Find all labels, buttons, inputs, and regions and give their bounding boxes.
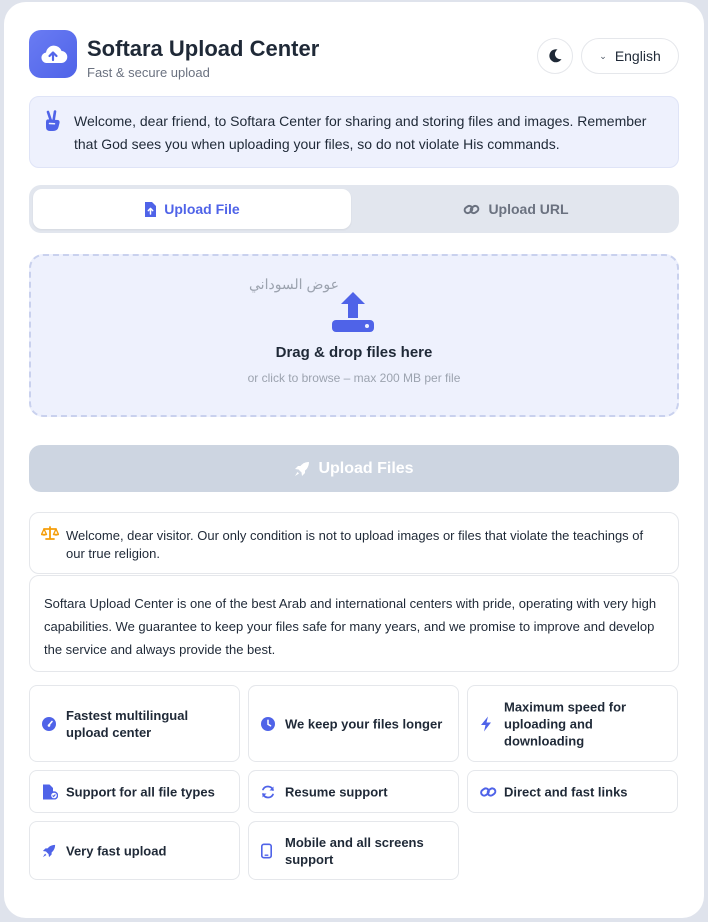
mobile-icon bbox=[261, 843, 272, 858]
feature-card bbox=[29, 685, 240, 762]
theme-toggle-button[interactable] bbox=[537, 38, 573, 74]
tab-upload-file[interactable] bbox=[33, 189, 351, 229]
peace-hand-icon bbox=[43, 110, 63, 137]
feature-label: Direct and fast links bbox=[504, 784, 628, 799]
tab-upload-url[interactable] bbox=[357, 189, 675, 229]
notice-box bbox=[29, 512, 679, 574]
feature-card bbox=[29, 770, 240, 813]
rocket-icon bbox=[294, 461, 310, 477]
scale-icon bbox=[41, 526, 59, 545]
upload-center-card bbox=[4, 2, 704, 918]
sync-icon bbox=[261, 785, 275, 799]
dropzone-subtitle: or click to browse – max 200 MB per file bbox=[247, 371, 461, 385]
link-icon bbox=[463, 202, 480, 217]
bolt-icon bbox=[480, 716, 492, 731]
feature-label: Maximum speed for uploading and downloading bbox=[504, 699, 627, 748]
about-box bbox=[29, 575, 679, 672]
feature-label: Resume support bbox=[285, 784, 388, 799]
feature-card bbox=[248, 685, 459, 762]
language-label: English bbox=[614, 48, 661, 64]
welcome-banner bbox=[29, 96, 679, 168]
header bbox=[29, 30, 661, 80]
feature-card bbox=[467, 770, 678, 813]
file-icon bbox=[42, 784, 58, 799]
chevron-down-icon: ⌄ bbox=[599, 50, 607, 61]
tab-upload-url-label: Upload URL bbox=[488, 201, 569, 217]
file-dropzone[interactable] bbox=[29, 254, 679, 417]
upload-files-button[interactable] bbox=[29, 445, 679, 492]
link-icon bbox=[480, 785, 497, 799]
about-text: Softara Upload Center is one of the best Arab and international centers with pride, operating with very high capabilities. We guarantee to keep your files safe for many years, and we promise to improve and develop the service and always provide the best. bbox=[44, 596, 657, 657]
clock-icon bbox=[261, 717, 275, 731]
cloud-upload-icon bbox=[29, 30, 77, 78]
upload-arrow-icon bbox=[330, 288, 376, 339]
language-select[interactable] bbox=[581, 38, 679, 74]
upload-files-label: Upload Files bbox=[318, 459, 414, 477]
dropzone-watermark: عوض السوداني bbox=[249, 276, 339, 292]
rocket-icon bbox=[42, 844, 56, 858]
feature-card bbox=[248, 770, 459, 813]
feature-label: Support for all file types bbox=[66, 784, 215, 799]
feature-label: Very fast upload bbox=[66, 843, 167, 858]
app-title: Softara Upload Center bbox=[87, 36, 320, 61]
file-upload-icon bbox=[144, 202, 156, 217]
notice-text: Welcome, dear visitor. Our only condition is not to upload images or files that violate the teachings of our true religion. bbox=[66, 528, 644, 561]
moon-icon bbox=[547, 48, 563, 64]
feature-card bbox=[29, 821, 240, 880]
feature-card bbox=[248, 821, 459, 880]
speedometer-icon bbox=[42, 717, 56, 731]
welcome-text: Welcome, dear friend, to Softara Center for sharing and storing files and images. Remember that God sees you when uploading your files, so do not violate His commands. bbox=[74, 113, 647, 152]
tab-upload-file-label: Upload File bbox=[164, 201, 240, 217]
feature-label: We keep your files longer bbox=[285, 716, 443, 731]
feature-label: Fastest multilingual upload center bbox=[66, 707, 189, 740]
feature-card bbox=[467, 685, 678, 762]
upload-tabs bbox=[29, 185, 679, 233]
feature-label: Mobile and all screens support bbox=[285, 834, 424, 867]
app-subtitle: Fast & secure upload bbox=[87, 65, 210, 80]
dropzone-title: Drag & drop files here bbox=[275, 344, 433, 361]
